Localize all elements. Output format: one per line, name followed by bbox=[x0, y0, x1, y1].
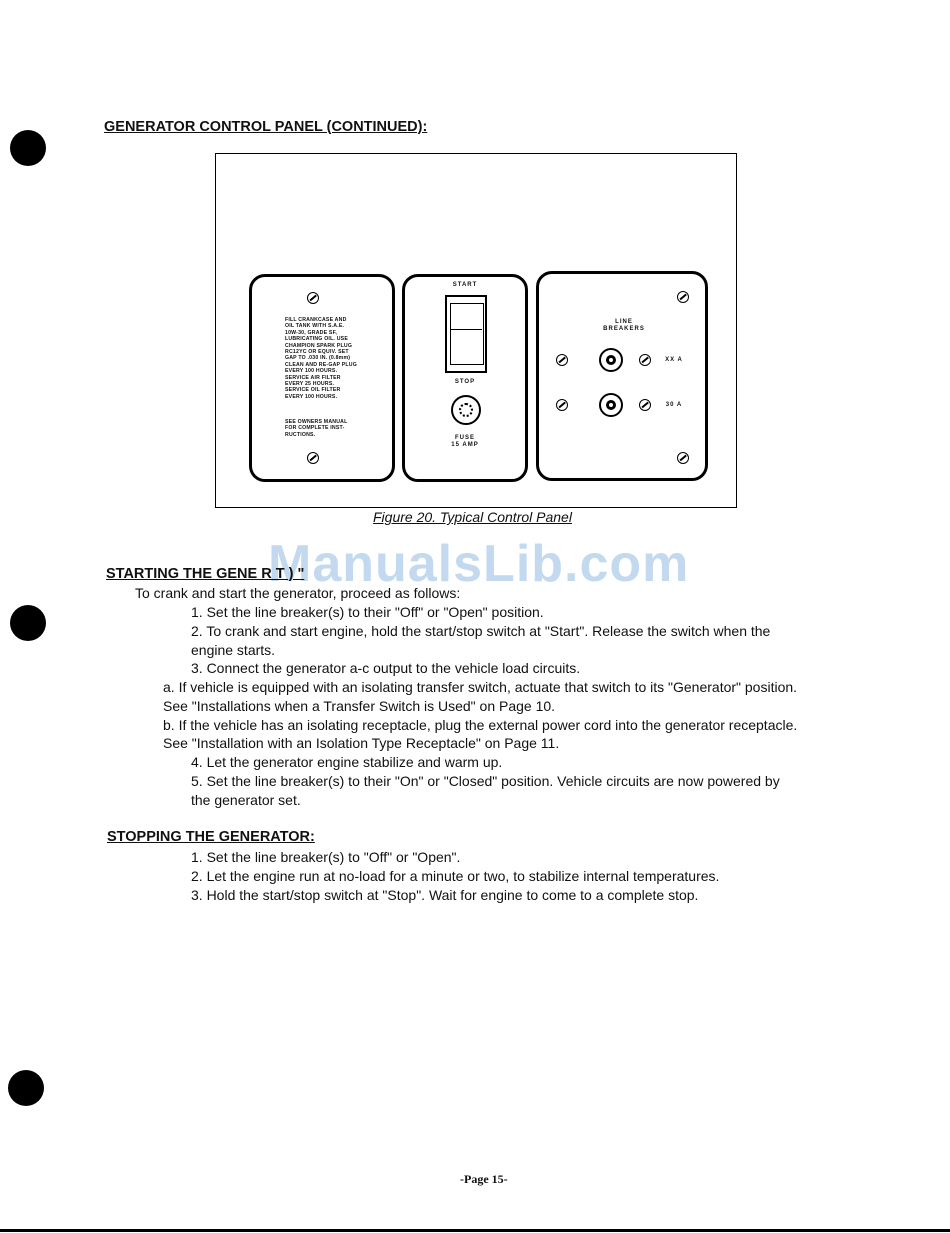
screw-icon bbox=[677, 291, 689, 303]
panel-left-instructions bbox=[249, 274, 395, 482]
section-heading-control-panel: GENERATOR CONTROL PANEL (CONTINUED): bbox=[104, 119, 428, 135]
maintenance-label: FILL CRANKCASE AND OIL TANK WITH S.A.E. 10W-30, GRADE SF, LUBRICATING OIL. USE CHAMPION SPARK PLUG RC12YC OR EQUIV. SET GAP TO .030 IN. (0.8mm) CLEAN AND RE-GAP PLUG EVERY 100 HOURS. SERVICE AIR FILTER EVERY 25 HOURS. SERVICE OIL FILTER EVERY 100 HOURS. bbox=[285, 317, 357, 400]
line-breaker-1[interactable] bbox=[599, 348, 623, 372]
stopping-step-2: 2. Let the engine run at no-load for a minute or two, to stabilize internal temperatures. bbox=[191, 868, 720, 884]
starting-substep-b: b. If the vehicle has an isolating receptacle, plug the external power cord into the generator receptacle. bbox=[163, 717, 798, 733]
start-stop-rocker-switch[interactable] bbox=[445, 295, 487, 373]
fuse-label: FUSE 15 AMP bbox=[451, 435, 479, 448]
owners-manual-label: SEE OWNERS MANUAL FOR COMPLETE INST- RUCTIONS. bbox=[285, 419, 348, 438]
screw-icon bbox=[556, 399, 568, 411]
stop-label: STOP bbox=[454, 379, 476, 385]
stopping-step-1: 1. Set the line breaker(s) to "Off" or "Open". bbox=[191, 849, 461, 865]
screw-icon bbox=[677, 452, 689, 464]
binder-hole-bottom bbox=[8, 1070, 44, 1106]
page-number: -Page 15- bbox=[460, 1172, 508, 1186]
section-heading-starting: STARTING THE GENE R T ) " bbox=[106, 566, 305, 582]
fuse-holder-icon[interactable] bbox=[451, 395, 481, 425]
stopping-step-3: 3. Hold the start/stop switch at "Stop". Wait for engine to come to a complete stop. bbox=[191, 887, 699, 903]
section-heading-stopping: STOPPING THE GENERATOR: bbox=[107, 829, 315, 845]
starting-step-3: 3. Connect the generator a-c output to the vehicle load circuits. bbox=[191, 660, 581, 676]
line-breakers-label: LINE BREAKERS bbox=[603, 319, 645, 332]
screw-icon bbox=[556, 354, 568, 366]
panel-right-breakers bbox=[536, 271, 708, 481]
starting-step-2: 2. To crank and start engine, hold the start/stop switch at "Start". Release the switch when the bbox=[191, 623, 771, 639]
screw-icon bbox=[639, 354, 651, 366]
figure-caption: Figure 20. Typical Control Panel bbox=[373, 509, 572, 525]
starting-step-1: 1. Set the line breaker(s) to their "Off" or "Open" position. bbox=[191, 604, 544, 620]
line-breaker-2[interactable] bbox=[599, 393, 623, 417]
binder-hole-top bbox=[10, 130, 46, 166]
starting-substep-a-ref: See "Installations when a Transfer Switch is Used" on Page 10. bbox=[163, 698, 556, 714]
starting-step-5: 5. Set the line breaker(s) to their "On" or "Closed" position. Vehicle circuits are now powered by bbox=[191, 773, 780, 789]
screw-icon bbox=[639, 399, 651, 411]
figure-control-panel bbox=[215, 153, 737, 508]
binder-hole-middle bbox=[10, 605, 46, 641]
breaker-2-rating: 30 A bbox=[665, 402, 683, 408]
starting-intro: To crank and start the generator, proceed as follows: bbox=[135, 585, 461, 601]
watermark: ManualsLib.com bbox=[268, 535, 690, 593]
screw-icon bbox=[307, 452, 319, 464]
scan-edge-line bbox=[0, 1229, 950, 1232]
starting-step-4: 4. Let the generator engine stabilize and warm up. bbox=[191, 754, 503, 770]
starting-step-2-cont: engine starts. bbox=[191, 642, 276, 658]
starting-substep-b-ref: See "Installation with an Isolation Type Receptacle" on Page 11. bbox=[163, 735, 560, 751]
start-label: START bbox=[452, 282, 478, 288]
breaker-1-rating: XX A bbox=[665, 357, 683, 363]
starting-step-5-cont: the generator set. bbox=[191, 792, 301, 808]
screw-icon bbox=[307, 292, 319, 304]
starting-substep-a: a. If vehicle is equipped with an isolating transfer switch, actuate that switch to its "Generator" position. bbox=[163, 679, 798, 695]
panel-middle-switch bbox=[402, 274, 528, 482]
